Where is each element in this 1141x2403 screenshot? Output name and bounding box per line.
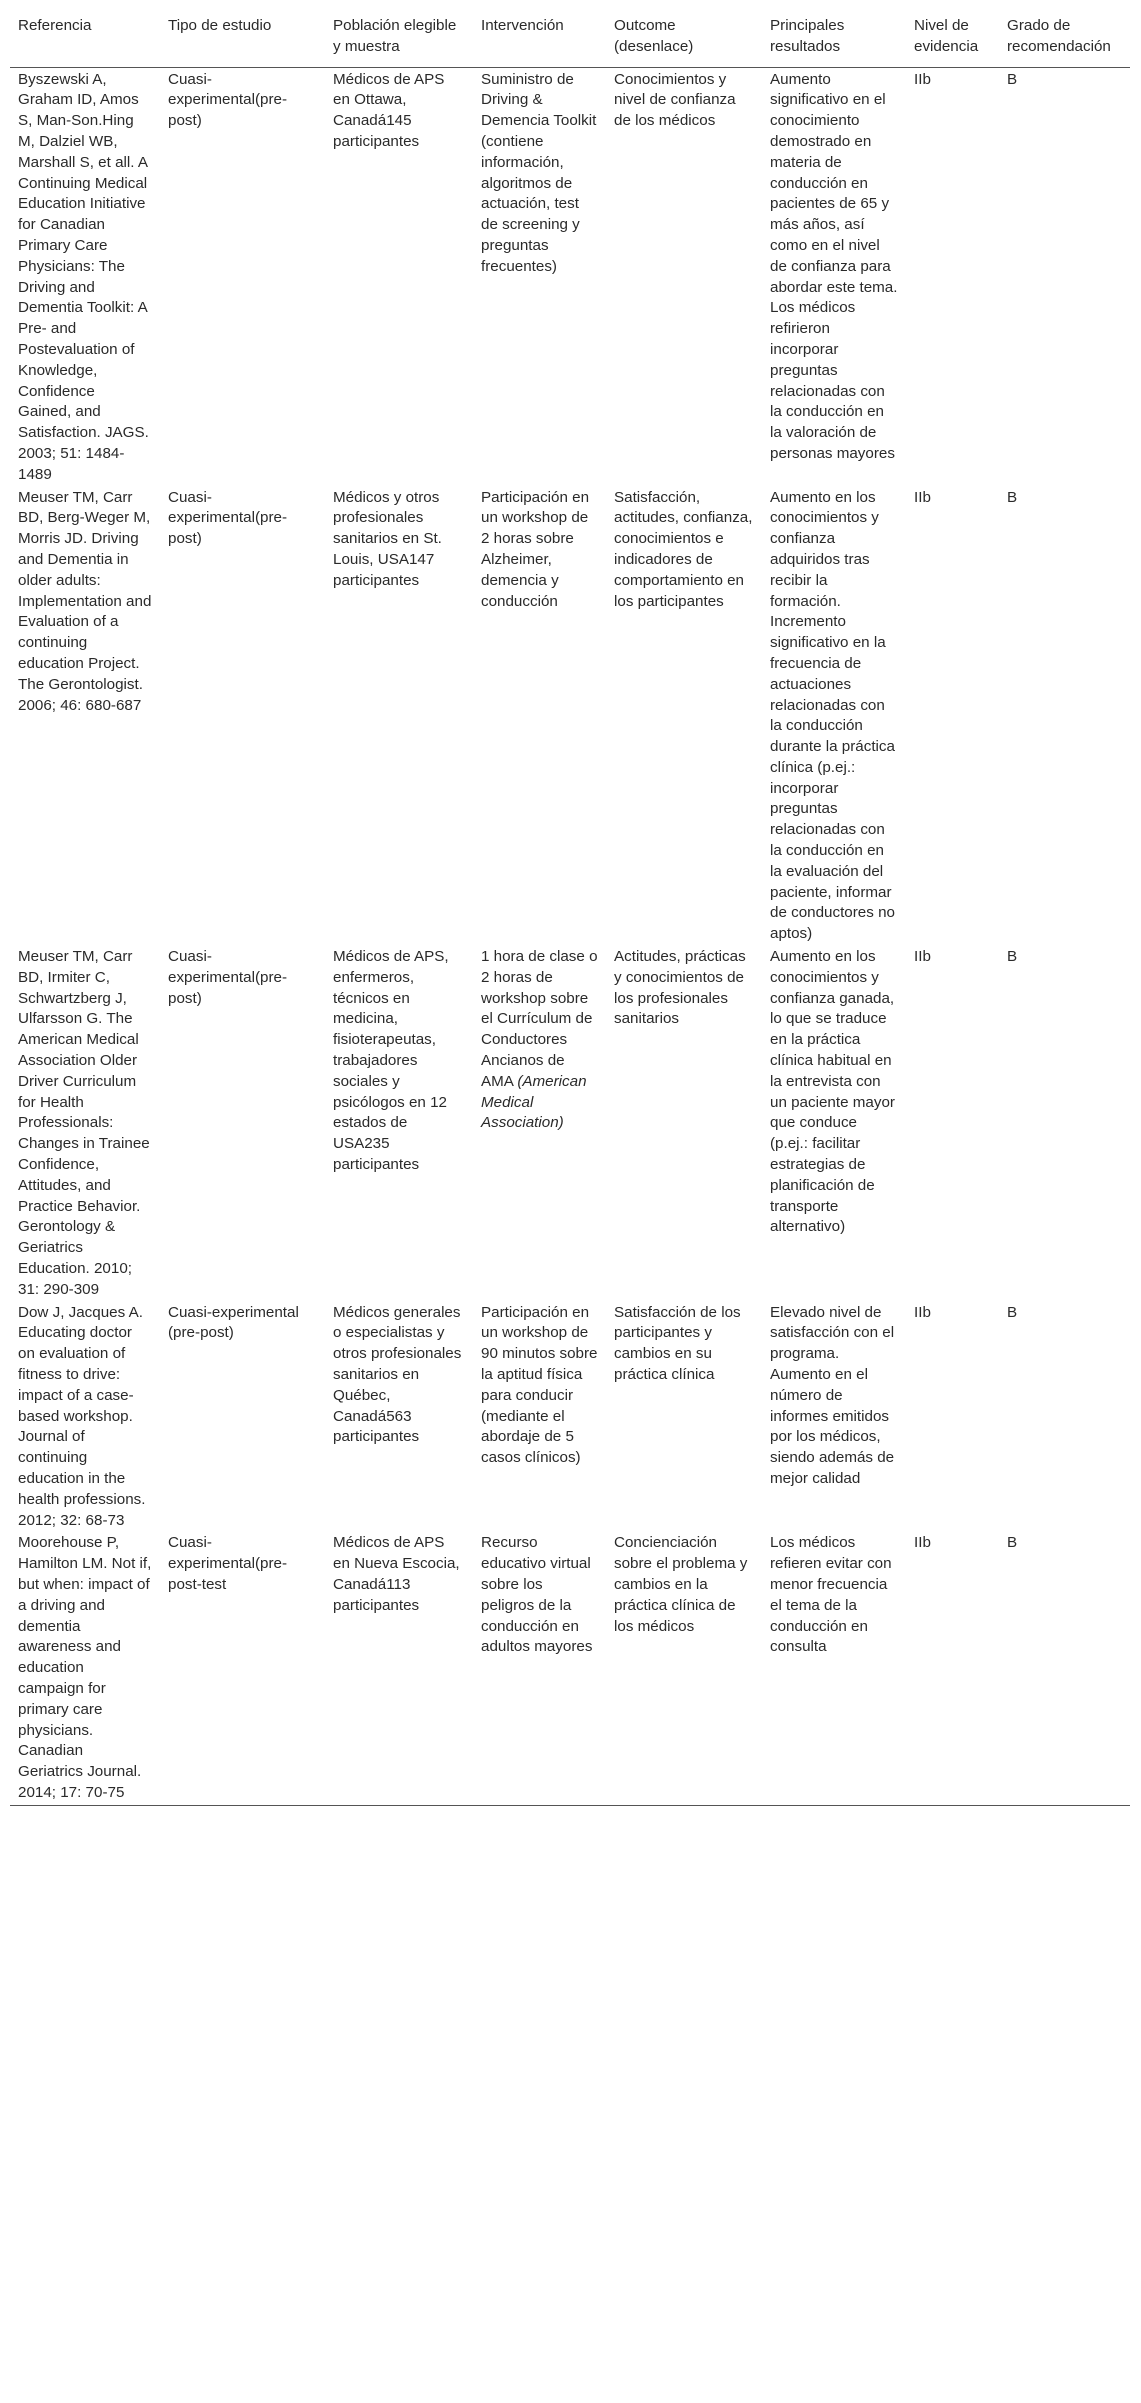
cell-grado-recomendacion: B <box>1007 488 1018 506</box>
cell-referencia: Moorehouse P, Hamilton LM. Not if, but when: impact of a driving and dementia awareness and education campaign for primary care physicians. Canadian Geriatrics Journal. 2014; 17: 70-75 <box>18 1534 152 1801</box>
cell-tipo-estudio: Cuasi-experimental(pre-post) <box>168 488 288 548</box>
cell-referencia: Meuser TM, Carr BD, Irmiter C, Schwartzberg J, Ulfarsson G. The American Medical Association Older Driver Curriculum for Health Professionals: Changes in Trainee Confidence, Attitudes, and Practice Behavior. Gerontology & Geriatrics Education. 2010; 31: 290-309 <box>18 948 150 1298</box>
cell-intervencion <box>473 946 606 1302</box>
table-row <box>10 1532 1130 1805</box>
header-resultados: Principales resultados <box>762 6 906 67</box>
cell-outcome: Actitudes, prácticas y conocimientos de los profesionales sanitarios <box>614 948 746 1028</box>
cell-intervencion <box>473 487 606 947</box>
cell-outcome: Satisfacción de los participantes y cambios en su práctica clínica <box>614 1303 741 1383</box>
cell-grado-recomendacion: B <box>1007 948 1018 966</box>
cell-resultados: Elevado nivel de satisfacción con el programa. Aumento en el número de informes emitidos por los médicos, siendo además de mejor calidad <box>770 1303 895 1487</box>
cell-referencia: Dow J, Jacques A. Educating doctor on evaluation of fitness to drive: impact of a case-based workshop. Journal of continuing education in the health professions. 2012; 32: 68-73 <box>18 1303 146 1529</box>
table-row <box>10 1302 1130 1533</box>
header-poblacion: Población elegible y muestra <box>325 6 473 67</box>
cell-nivel-evidencia: IIb <box>914 948 931 966</box>
cell-resultados: Aumento en los conocimientos y confianza ganada, lo que se traduce en la práctica clínica habitual en la entrevista con un paciente mayor que conduce (p.ej.: facilitar estrategias de planificación de transporte alternativo) <box>770 948 895 1236</box>
cell-grado-recomendacion: B <box>1007 70 1018 88</box>
cell-poblacion: Médicos y otros profesionales sanitarios en St. Louis, USA147 participantes <box>333 488 442 589</box>
cell-intervencion <box>473 1532 606 1805</box>
header-grado-recomendacion: Grado de recomendación <box>999 6 1130 67</box>
cell-outcome: Satisfacción, actitudes, confianza, conocimientos e indicadores de comportamiento en los participantes <box>614 488 753 610</box>
table-row <box>10 946 1130 1302</box>
cell-tipo-estudio: Cuasi-experimental (pre-post) <box>168 1303 299 1342</box>
intervencion-italic-text: (American Medical Association) <box>481 1072 587 1132</box>
cell-outcome: Concienciación sobre el problema y cambios en la práctica clínica de los médicos <box>614 1534 748 1635</box>
cell-resultados: Aumento significativo en el conocimiento demostrado en materia de conducción en pacientes de 65 y más años, así como en el nivel de confianza para abordar este tema. Los médicos refirieron incorporar preguntas relacionadas con la conducción en la valoración de personas mayores <box>770 70 898 462</box>
cell-intervencion <box>473 1302 606 1533</box>
intervencion-text: Participación en un workshop de 2 horas sobre Alzheimer, demencia y conducción <box>481 488 590 610</box>
evidence-table-container <box>10 6 1130 1806</box>
cell-tipo-estudio: Cuasi-experimental(pre-post) <box>168 70 288 130</box>
cell-resultados: Aumento en los conocimientos y confianza adquiridos tras recibir la formación. Incremento significativo en la frecuencia de actuaciones relacionadas con la conducción durante la práctica clínica (p.ej.: incorporar preguntas relacionadas con la conducción en la evaluación del paciente, informar de conductores no aptos) <box>770 488 895 943</box>
table-row <box>10 487 1130 947</box>
intervencion-text: 1 hora de clase o 2 horas de workshop sobre el Currículum de Conductores Ancianos de AMA <box>481 948 598 1090</box>
cell-poblacion: Médicos de APS en Nueva Escocia, Canadá113 participantes <box>333 1534 460 1614</box>
header-intervencion: Intervención <box>473 6 606 67</box>
header-tipo-estudio: Tipo de estudio <box>160 6 325 67</box>
header-nivel-evidencia: Nivel de evidencia <box>906 6 999 67</box>
header-referencia: Referencia <box>10 6 160 67</box>
cell-grado-recomendacion: B <box>1007 1534 1018 1552</box>
intervencion-text: Participación en un workshop de 90 minutos sobre la aptitud física para conducir (mediante el abordaje de 5 casos clínicos) <box>481 1303 598 1467</box>
intervencion-text: Recurso educativo virtual sobre los peligros de la conducción en adultos mayores <box>481 1534 593 1656</box>
table-row <box>10 67 1130 486</box>
cell-nivel-evidencia: IIb <box>914 488 931 506</box>
cell-poblacion: Médicos generales o especialistas y otros profesionales sanitarios en Québec, Canadá563 participantes <box>333 1303 462 1446</box>
evidence-table <box>10 6 1130 1806</box>
cell-tipo-estudio: Cuasi-experimental(pre-post) <box>168 948 288 1007</box>
cell-poblacion: Médicos de APS en Ottawa, Canadá145 participantes <box>333 70 445 150</box>
cell-nivel-evidencia: IIb <box>914 1534 931 1552</box>
table-header-row <box>10 6 1130 67</box>
cell-resultados: Los médicos refieren evitar con menor frecuencia el tema de la conducción en consulta <box>770 1534 892 1656</box>
cell-referencia: Byszewski A, Graham ID, Amos S, Man-Son.Hing M, Dalziel WB, Marshall S, et all. A Continuing Medical Education Initiative for Canadian Primary Care Physicians: The Driving and Dementia Toolkit: A Pre- and Postevaluation of Knowledge, Confidence Gained, and Satisfaction. JAGS. 2003; 51: 1484-1489 <box>18 70 149 483</box>
cell-referencia: Meuser TM, Carr BD, Berg-Weger M, Morris JD. Driving and Dementia in older adults: Implementation and Evaluation of a continuing education Project. The Gerontologist. 2006; 46: 680-687 <box>18 488 152 714</box>
intervencion-text: Suministro de Driving & Demencia Toolkit (contiene información, algoritmos de actuación, test de screening y preguntas frecuentes) <box>481 70 597 275</box>
cell-nivel-evidencia: IIb <box>914 1303 931 1321</box>
cell-poblacion: Médicos de APS, enfermeros, técnicos en medicina, fisioterapeutas, trabajadores sociales y psicólogos en 12 estados de USA235 participantes <box>333 948 449 1174</box>
cell-tipo-estudio: Cuasi-experimental(pre-post-test <box>168 1534 288 1593</box>
cell-outcome: Conocimientos y nivel de confianza de los médicos <box>614 70 736 130</box>
cell-nivel-evidencia: IIb <box>914 70 931 88</box>
header-outcome: Outcome (desenlace) <box>606 6 762 67</box>
cell-intervencion <box>473 67 606 486</box>
cell-grado-recomendacion: B <box>1007 1303 1018 1321</box>
